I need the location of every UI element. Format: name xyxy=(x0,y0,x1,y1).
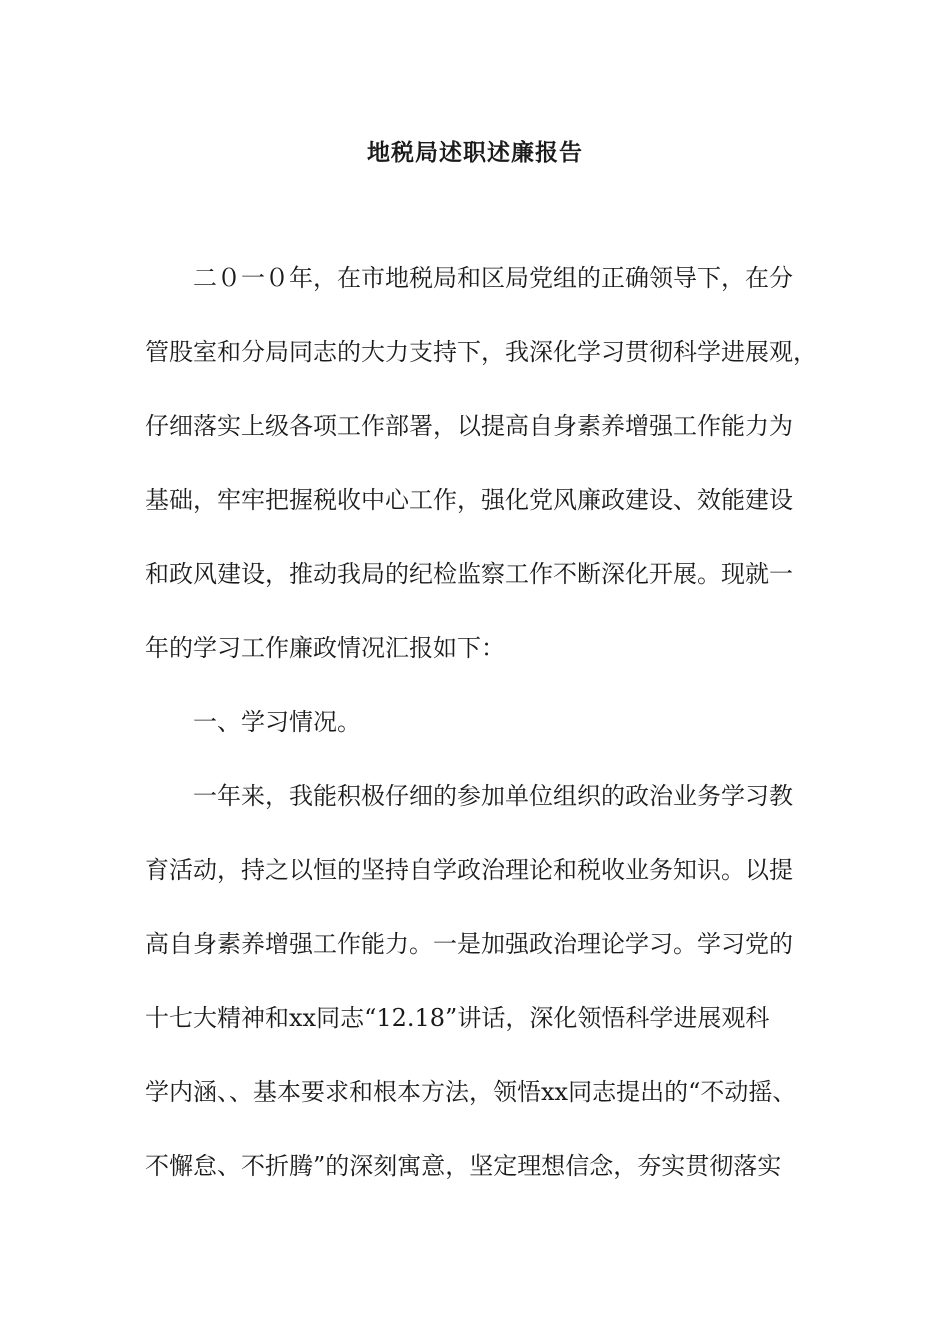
paragraph-line: 高自身素养增强工作能力。一是加强政治理论学习。学习党的 xyxy=(145,930,793,958)
paragraph-line: 和政风建设，推动我局的纪检监察工作不断深化开展。现就一 xyxy=(145,560,793,588)
paragraph-line: 十七大精神和xx同志“12.18”讲话，深化领悟科学进展观科 xyxy=(145,1004,770,1032)
paragraph-line: 二０一０年，在市地税局和区局党组的正确领导下，在分 xyxy=(193,264,793,292)
paragraph-line: 育活动，持之以恒的坚持自学政治理论和税收业务知识。以提 xyxy=(145,856,793,884)
paragraph-line: 一年来，我能积极仔细的参加单位组织的政治业务学习教 xyxy=(193,782,793,810)
document-title: 地税局述职述廉报告 xyxy=(367,139,583,166)
paragraph-line: 年的学习工作廉政情况汇报如下： xyxy=(145,634,505,662)
paragraph-line: 仔细落实上级各项工作部署，以提高自身素养增强工作能力为 xyxy=(145,412,793,440)
section-heading: 一、学习情况。 xyxy=(193,708,361,736)
paragraph-line: 基础，牢牢把握税收中心工作，强化党风廉政建设、效能建设 xyxy=(145,486,793,514)
paragraph-line: 学内涵、、基本要求和根本方法，领悟xx同志提出的“不动摇、 xyxy=(145,1078,797,1106)
paragraph-line: 不懈怠、不折腾”的深刻寓意，坚定理想信念，夯实贯彻落实 xyxy=(145,1152,782,1180)
paragraph-line: 管股室和分局同志的大力支持下，我深化学习贯彻科学进展观， xyxy=(145,338,817,366)
